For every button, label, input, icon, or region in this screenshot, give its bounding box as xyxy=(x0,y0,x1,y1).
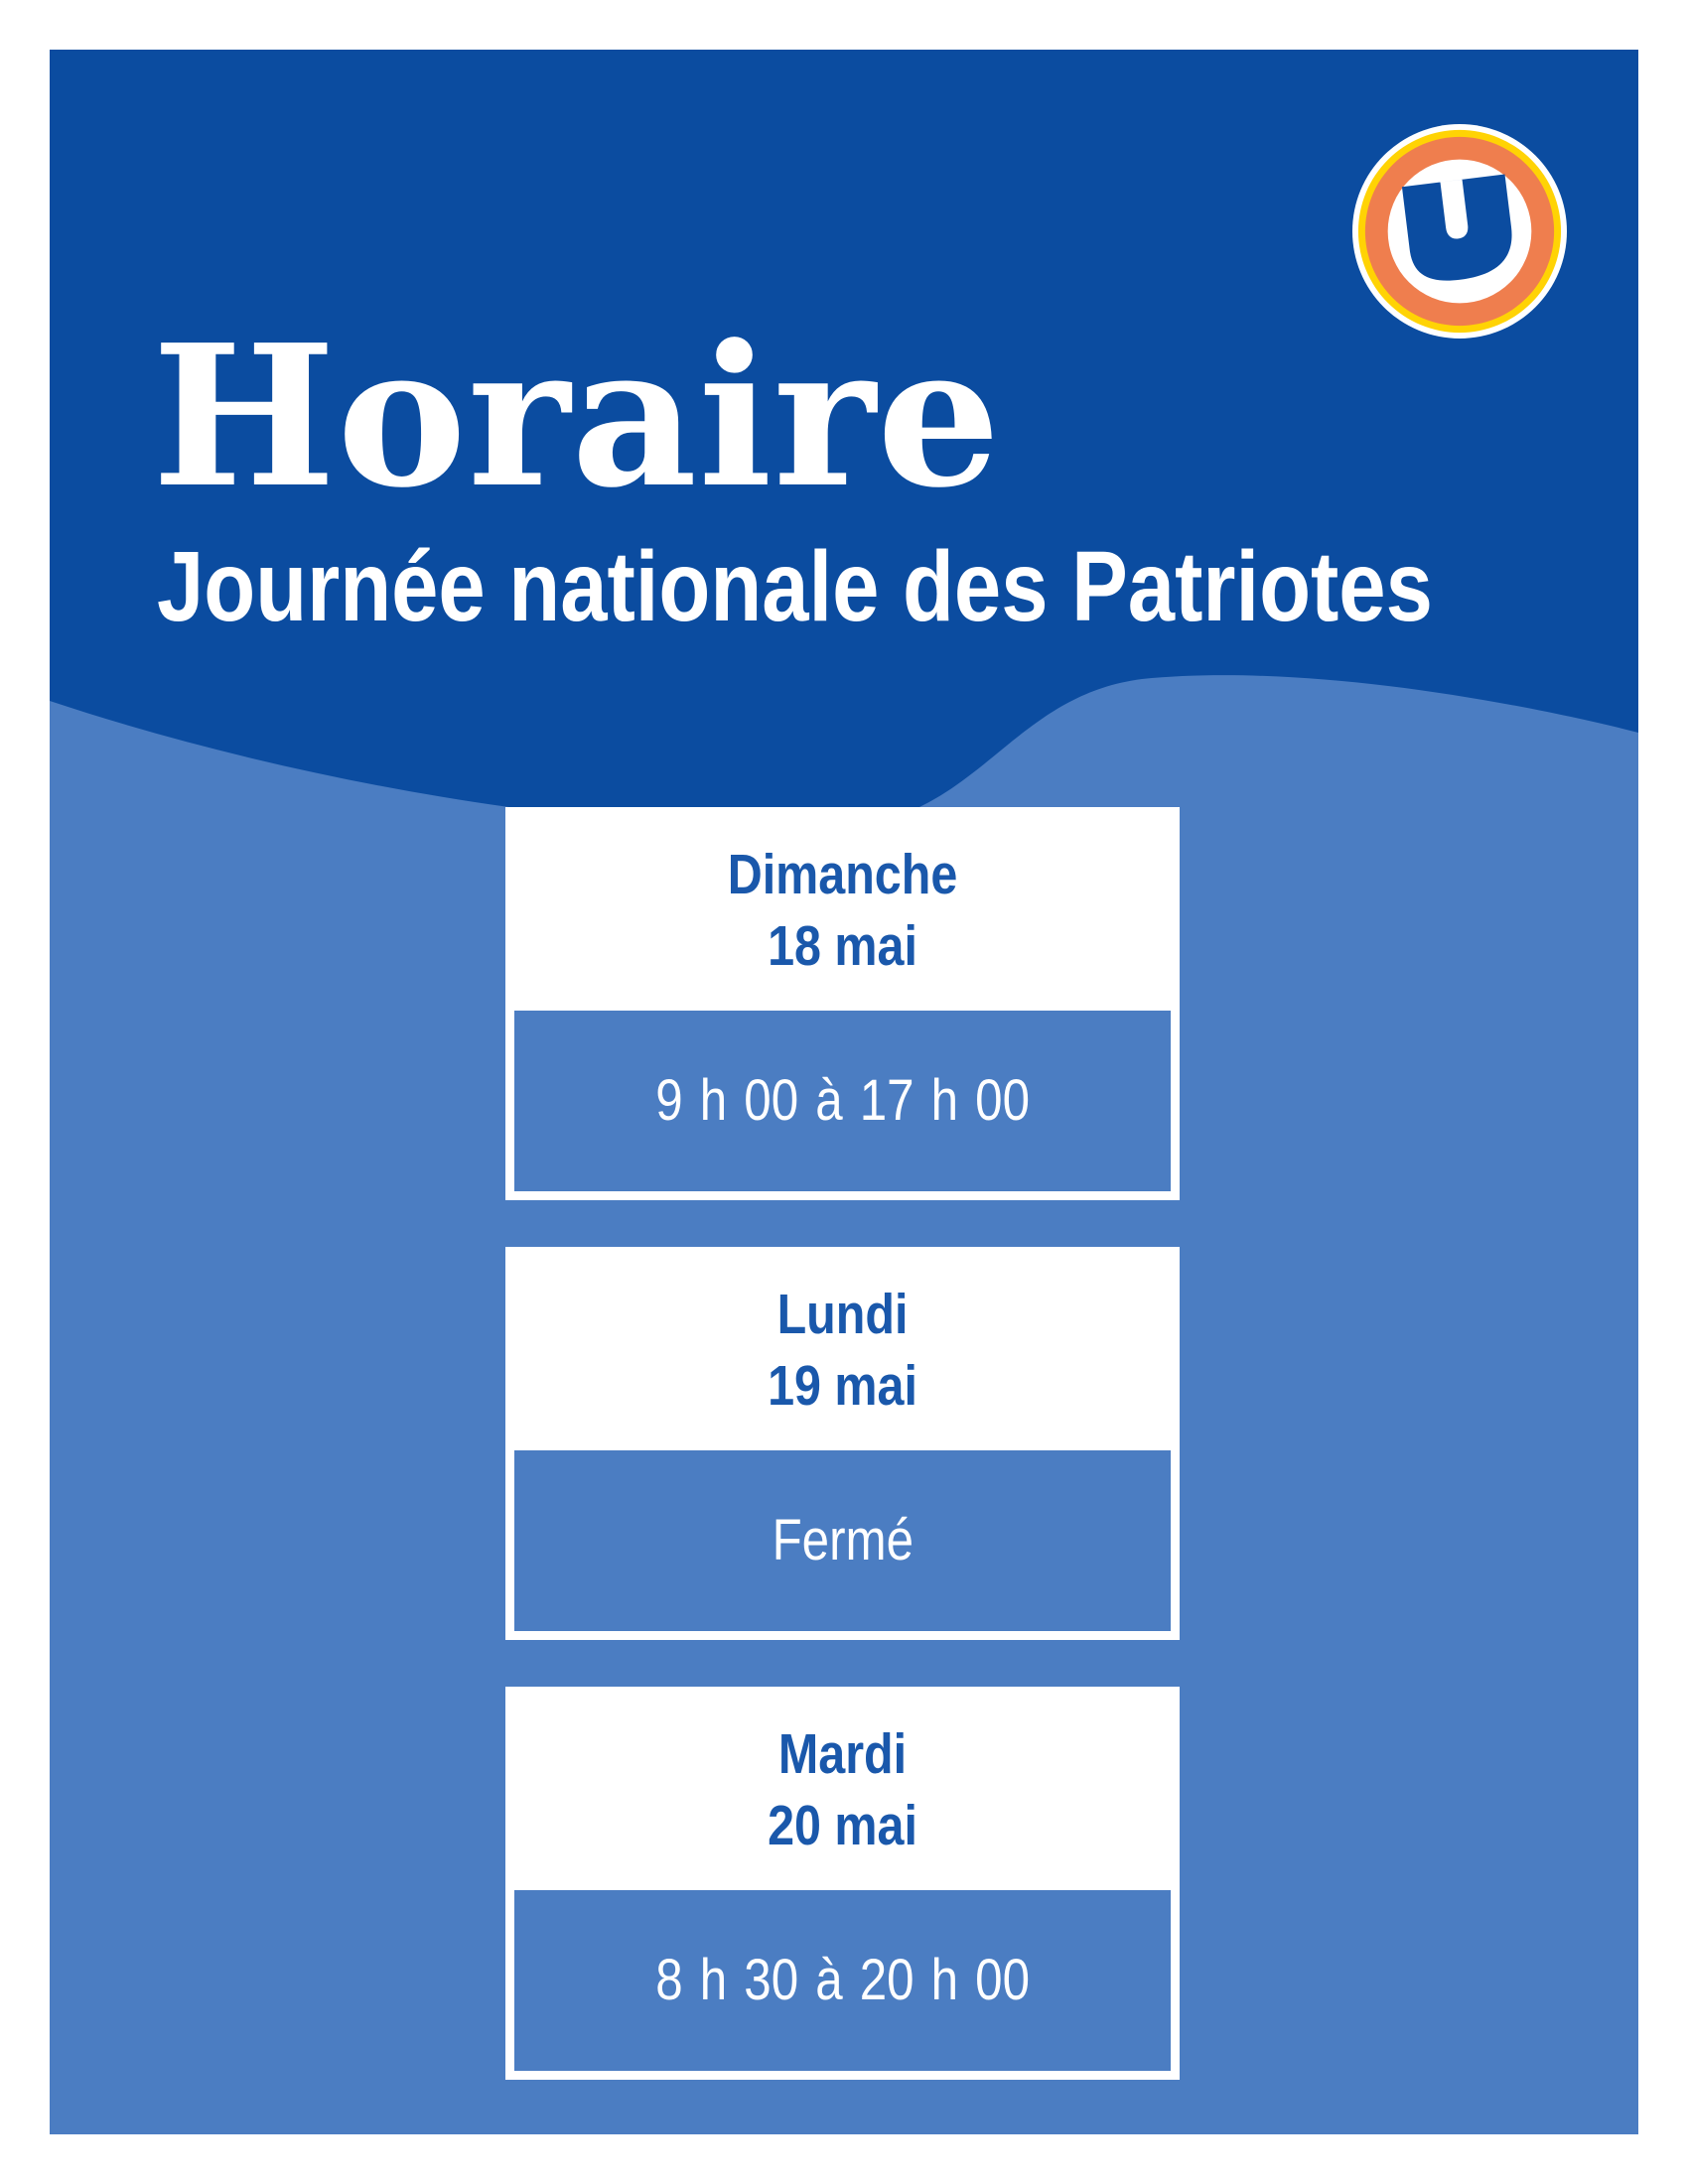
date-label: 18 mai xyxy=(768,914,917,978)
hours-label: 9 h 00 à 17 h 00 xyxy=(655,1068,1030,1133)
schedule-card-lundi xyxy=(505,1247,1180,1640)
schedule-card-dimanche xyxy=(505,807,1180,1200)
card-day-date xyxy=(556,1718,1129,1861)
card-day-date xyxy=(556,1279,1129,1422)
hours-box xyxy=(514,1450,1171,1631)
day-label: Dimanche xyxy=(727,843,958,906)
schedule-card-mardi xyxy=(505,1687,1180,2080)
hours-box xyxy=(514,1890,1171,2071)
page-title: Horaire xyxy=(152,303,1002,531)
date-label: 20 mai xyxy=(768,1794,917,1857)
day-label: Mardi xyxy=(777,1722,908,1786)
date-label: 19 mai xyxy=(768,1354,917,1418)
hours-box xyxy=(514,1011,1171,1191)
uniprix-logo xyxy=(1351,123,1568,340)
day-label: Lundi xyxy=(776,1283,909,1346)
page-subtitle: Journée nationale des Patriotes xyxy=(157,531,1433,642)
poster-content-area xyxy=(50,50,1638,2134)
card-day-date xyxy=(556,839,1129,982)
hours-label: Fermé xyxy=(772,1508,914,1572)
hours-label: 8 h 30 à 20 h 00 xyxy=(655,1948,1030,2012)
